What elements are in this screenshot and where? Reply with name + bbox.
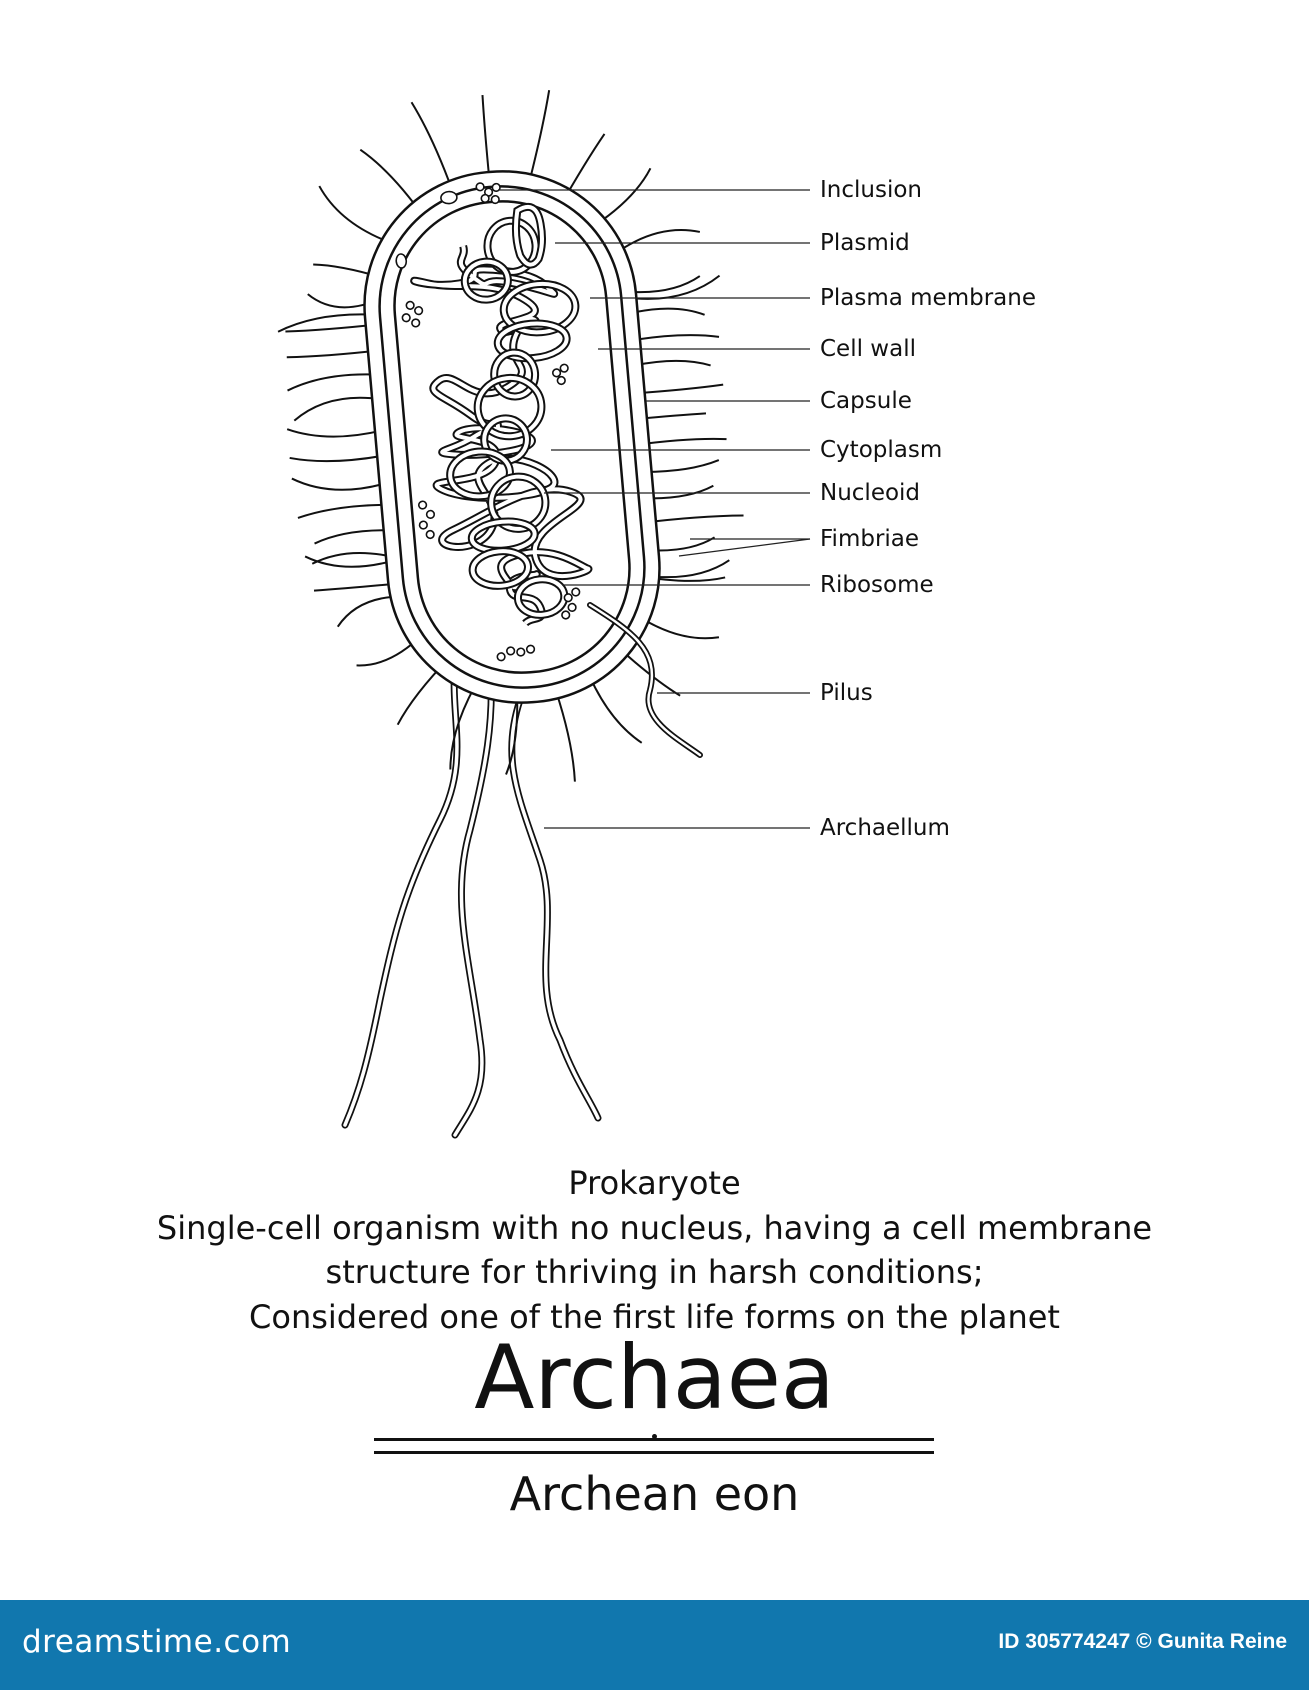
ribosome [526,645,534,653]
caption-line-1: Single-cell organism with no nucleus, having a cell membrane [156,1209,1153,1247]
label-capsule: Capsule [820,388,912,414]
caption-line-2: structure for thriving in harsh conditions; [325,1253,984,1291]
ribosome [564,594,572,602]
footer-bar [0,1600,1309,1690]
ribosome [415,307,423,315]
label-cell-wall: Cell wall [820,336,916,362]
archaellum-strands [345,662,598,1135]
inclusion-body [396,254,407,269]
caption-line-3: Considered one of the first life forms on the planet [249,1298,1060,1336]
ribosome [406,301,414,309]
divider-dot [652,1434,657,1439]
ribosome [552,369,560,377]
ribosome [419,521,427,529]
ribosome [491,195,499,203]
caption-category: Prokaryote [568,1164,741,1202]
ribosome [507,647,515,655]
archaellum-outline [512,700,598,1118]
page-title: Archaea [474,1326,835,1429]
subtitle: Archean eon [509,1467,800,1521]
brand-logo[interactable]: dreamstime.com [22,1624,292,1660]
ribosome [426,510,434,518]
image-credit: ID 305774247 © Gunita Reine [998,1630,1287,1653]
cell-body [259,76,765,804]
archaellum-strand [345,662,457,1125]
ribosome [572,588,580,596]
label-nucleoid: Nucleoid [820,480,921,506]
divider-bottom [374,1451,934,1454]
archaellum-strand [512,700,598,1118]
ribosome [481,194,489,202]
label-archaellum: Archaellum [820,815,950,841]
ribosome [562,611,570,619]
ribosome [418,501,426,509]
ribosome [476,183,484,191]
ribosome [412,319,420,327]
ribosome [568,603,576,611]
label-plasmid: Plasmid [820,230,910,256]
label-cytoplasm: Cytoplasm [820,437,943,463]
ribosome [560,364,568,372]
ribosome [517,648,525,656]
ribosome [402,314,410,322]
ribosome [557,376,565,384]
leader-line-fimbriae-2 [679,539,810,556]
label-fimbriae: Fimbriae [820,526,920,552]
label-ribosome: Ribosome [820,572,934,598]
ribosome [497,653,505,661]
label-plasma-membrane: Plasma membrane [820,285,1036,311]
archaellum-outline [345,662,457,1125]
ribosome [426,530,434,538]
label-inclusion: Inclusion [820,177,922,203]
inclusion-body [440,191,457,204]
label-pilus: Pilus [820,680,873,706]
